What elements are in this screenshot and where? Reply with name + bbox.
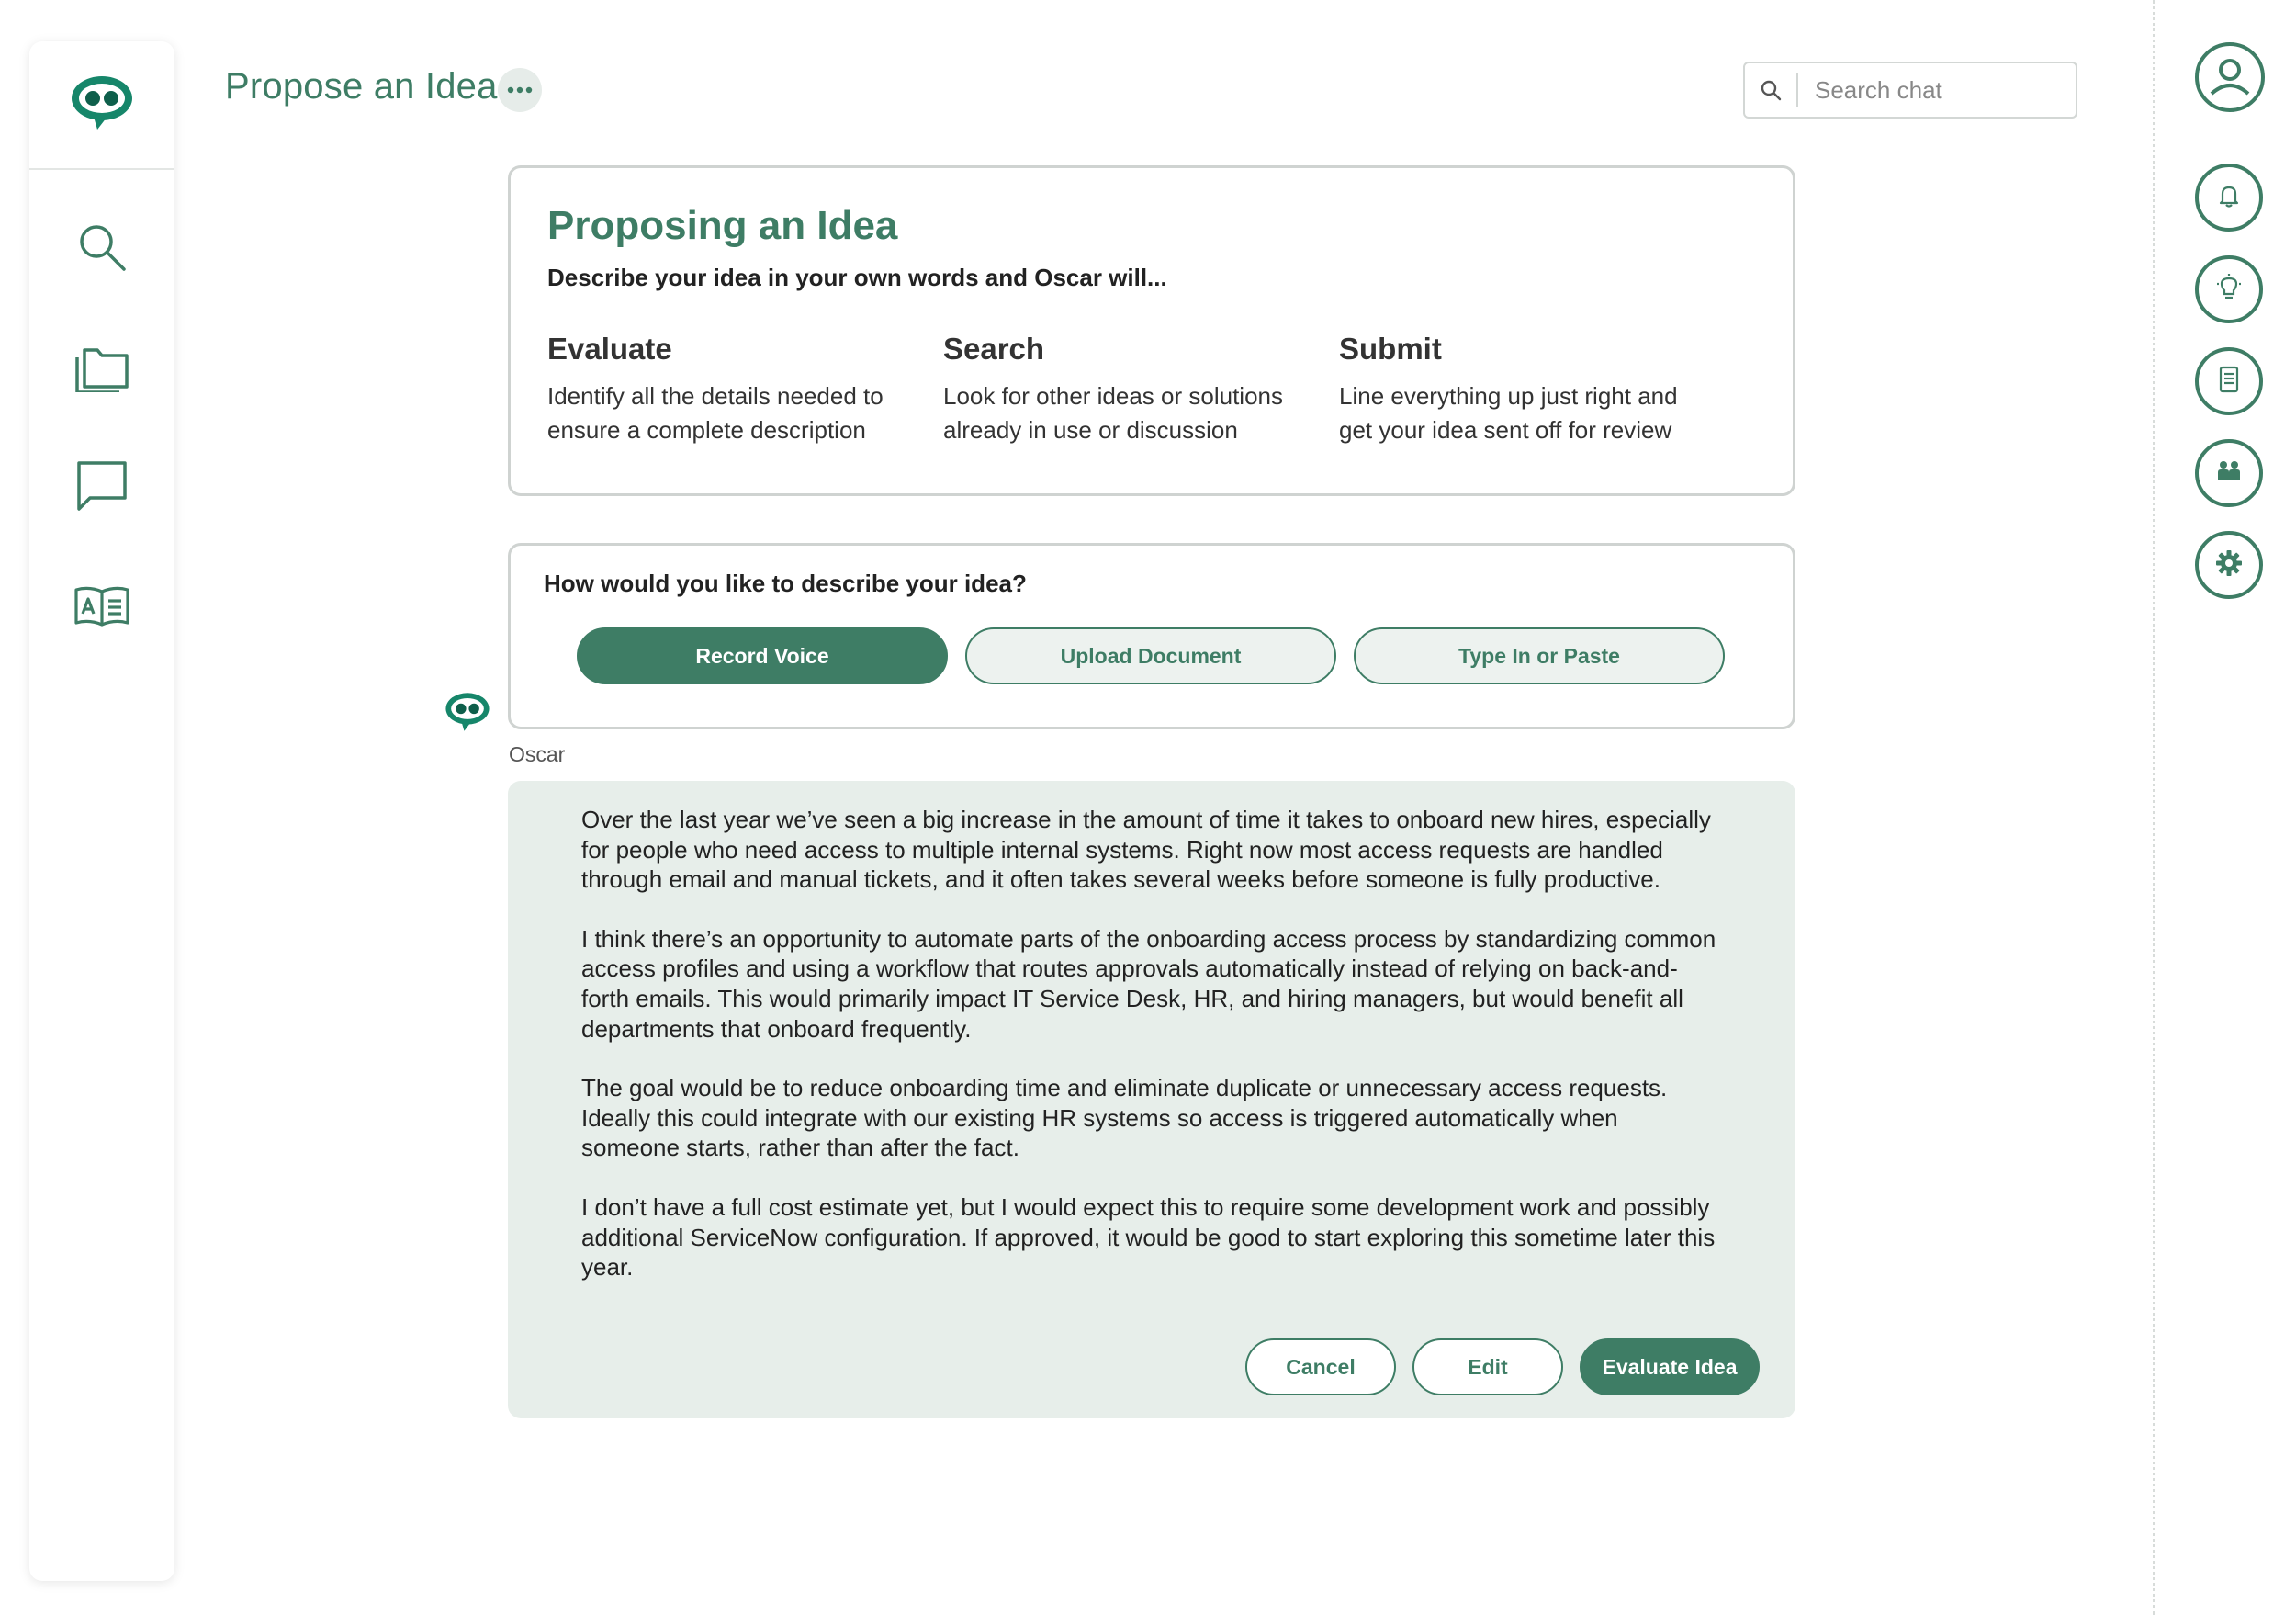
more-options-button[interactable] [498,68,542,112]
notifications-button[interactable] [2195,164,2263,232]
describe-card [508,543,1795,729]
book-icon [73,584,130,631]
document-icon [2216,365,2242,399]
sidebar-item-chat[interactable] [29,451,174,525]
message-paragraph: Over the last year we’ve seen a big increase in the amount of time it takes to onboard new hires, especially for people who need access to multiple internal systems. Right now most access requests are handled through email and manual tickets, and it often takes several weeks before someone is fully productive. [581,806,1711,894]
search-icon [1745,73,1798,107]
gear-icon [2214,548,2244,582]
ideas-button[interactable] [2195,255,2263,323]
right-rail-divider [2153,0,2155,1615]
folder-icon [73,341,130,397]
people-icon [2214,458,2244,489]
documents-button[interactable] [2195,347,2263,415]
bell-icon [2215,182,2243,214]
lightbulb-icon [2214,273,2244,307]
search-input[interactable] [1798,76,2055,105]
oscar-avatar-icon [445,691,490,738]
feature-submit [1339,332,1716,447]
profile-button[interactable] [2195,42,2265,112]
message-text [581,805,1720,1312]
record-voice-button[interactable]: Record Voice [577,627,948,684]
message-paragraph: The goal would be to reduce onboarding time and eliminate duplicate or unnecessary access requests. Ideally this could integrate with our existing HR systems so access is triggered automatically when someone starts, rather than after the fact. [581,1074,1668,1162]
feature-title: Search [943,332,1045,366]
logo-area [29,41,174,170]
oscar-logo-icon[interactable] [70,74,134,136]
feature-line: Line everything up just right and [1339,382,1678,410]
upload-document-button[interactable]: Upload Document [965,627,1336,684]
evaluate-idea-button[interactable]: Evaluate Idea [1580,1338,1760,1395]
team-button[interactable] [2195,439,2263,507]
info-card-title: Proposing an Idea [547,203,898,248]
page-title: Propose an Idea [225,66,498,107]
message-paragraph: I think there’s an opportunity to automate parts of the onboarding access process by standardizing common access profiles and using a workflow that routes approvals automatically instead of relying on back-and-forth emails. This would primarily impact IT Service Desk, HR, and hiring managers, but would benefit all departments that onboard frequently. [581,924,1716,1043]
info-card [508,165,1795,496]
message-paragraph: I don’t have a full cost estimate yet, but I would expect this to require some development work and possibly additional ServiceNow configuration. If approved, it would be good to start exploring this sometime later this year. [581,1192,1716,1282]
feature-search [943,332,1320,447]
info-card-subtitle: Describe your idea in your own words and Oscar will... [547,264,1167,291]
search-chat-box [1743,62,2077,119]
sidebar-item-search[interactable] [29,212,174,286]
message-sender: Oscar [509,742,566,766]
left-sidebar [29,41,174,1581]
search-icon [76,221,128,277]
cancel-button[interactable]: Cancel [1245,1338,1396,1395]
feature-title: Evaluate [547,332,672,366]
chat-icon [75,459,129,517]
type-or-paste-button[interactable]: Type In or Paste [1354,627,1725,684]
message-bubble [508,781,1795,1418]
feature-title: Submit [1339,332,1442,366]
feature-line: already in use or discussion [943,416,1238,444]
feature-line: get your idea sent off for review [1339,416,1672,444]
edit-button[interactable]: Edit [1412,1338,1563,1395]
feature-evaluate [547,332,924,447]
more-horizontal-icon [507,82,533,98]
feature-line: ensure a complete description [547,416,866,444]
feature-line: Identify all the details needed to [547,382,884,410]
sidebar-item-folders[interactable] [29,332,174,405]
feature-line: Look for other ideas or solutions [943,382,1283,410]
describe-question: How would you like to describe your idea? [544,570,1027,597]
sidebar-item-library[interactable] [29,570,174,644]
settings-button[interactable] [2195,531,2263,599]
user-icon [2202,48,2257,107]
